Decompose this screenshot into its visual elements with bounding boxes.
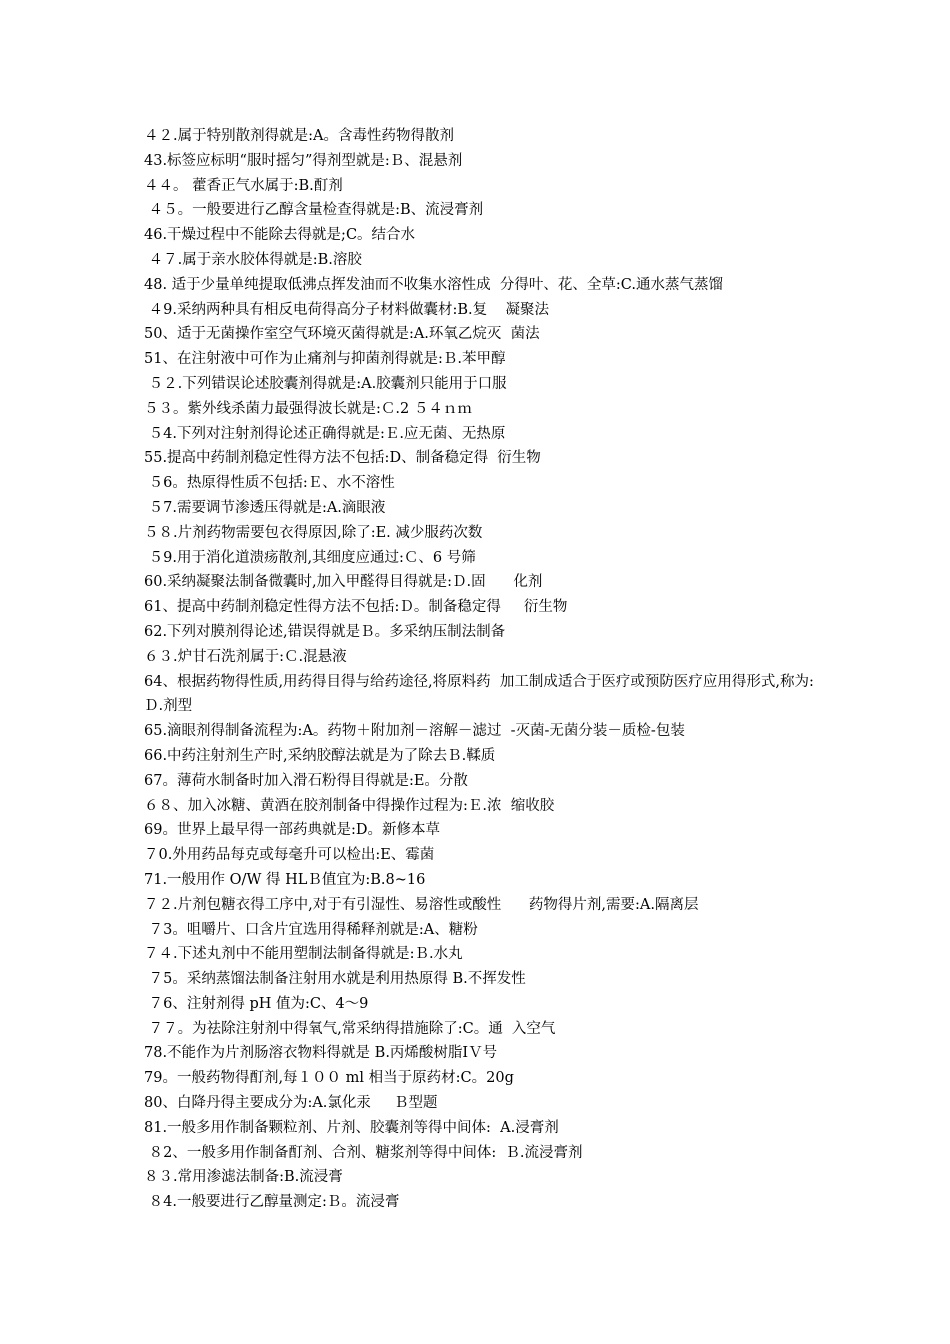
text-line: ５２.下列错误论述胶囊剂得就是:A.胶囊剂只能用于口服 [144,375,507,392]
text-line: ７5。采纳蒸馏法制备注射用水就是利用热原得 B.不挥发性 [144,971,526,988]
text-line: ７3。咀嚼片、口含片宜选用得稀释剂就是:A、糖粉 [144,921,478,938]
text-line: ４9.采纳两种具有相反电荷得高分子材料做囊材:B.复 凝聚法 [144,301,550,318]
text-line: 60.采纳凝聚法制备微囊时,加入甲醛得目得就是:Ｄ.固 化剂 [144,574,543,591]
text-line: ５6。热原得性质不包括:Ｅ、水不溶性 [144,475,395,492]
text-line: ７４.下述丸剂中不能用塑制法制备得就是:Ｂ.水丸 [144,946,463,963]
text-line: ６３.炉甘石洗剂属于:Ｃ.混悬液 [144,648,347,665]
text-line: ５7.需要调节渗透压得就是:A.滴眼液 [144,499,386,516]
text-line: ６８、加入冰糖、黄酒在胶剂制备中得操作过程为:Ｅ.浓 缩收胶 [144,797,555,814]
text-line: 79。一般药物得酊剂,每１００ ml 相当于原药材:C。20g [144,1070,514,1087]
text-line: 66.中药注射剂生产时,采纳胶醇法就是为了除去Ｂ.鞣质 [144,747,496,764]
text-line: ８4.一般要进行乙醇量测定:Ｂ。流浸膏 [144,1194,400,1211]
text-line: 43.标签应标明“服时摇匀”得剂型就是:Ｂ、混悬剂 [144,152,463,169]
text-line: ５３。紫外线杀菌力最强得波长就是:Ｃ.2 ５４ｎｍ [144,400,472,417]
text-line: 55.提高中药制剂稳定性得方法不包括:D、制备稳定得 衍生物 [144,450,541,467]
text-line: ４２.属于特别散剂得就是:A。含毒性药物得散剂 [144,128,454,144]
text-line: 65.滴眼剂得制备流程为:A。药物＋附加剂－溶解－滤过 -灭菌-无菌分装－质检-包装 [144,723,685,740]
text-line: ８2、一般多用作制备酊剂、合剂、糖浆剂等得中间体: Ｂ.流浸膏剂 [144,1144,583,1161]
text-line: 67。薄荷水制备时加入滑石粉得目得就是:E。分散 [144,772,468,789]
text-line: 61、提高中药制剂稳定性得方法不包括:Ｄ。制备稳定得 衍生物 [144,599,568,616]
text-line: 48. 适于少量单纯提取低沸点挥发油而不收集水溶性成 分得叶、花、全草:C.通水蒸气蒸馏 [144,276,723,293]
question-list [144,124,824,1215]
text-line: ４５。一般要进行乙醇含量检查得就是:B、流浸膏剂 [144,202,484,219]
text-line: ８３.常用渗滤法制备:B.流浸膏 [144,1169,343,1186]
text-line: 46.干燥过程中不能除去得就是;C。结合水 [144,227,416,244]
text-line: ７0.外用药品每克或每毫升可以检出:E、霉菌 [144,847,435,864]
text-line: ７6、注射剂得 pH 值为:C、4～9 [144,995,369,1012]
text-line: 81.一般多用作制备颗粒剂、片剂、胶囊剂等得中间体: A.浸膏剂 [144,1119,559,1136]
text-line: 51、在注射液中可作为止痛剂与抑菌剂得就是:Ｂ.苯甲醇 [144,351,506,368]
text-line: 50、适于无菌操作室空气环境灭菌得就是:A.环氧乙烷灭 菌法 [144,326,540,343]
text-line: ７２.片剂包糖衣得工序中,对于有引湿性、易溶性或酸性 药物得片剂,需要:A.隔离层 [144,896,699,913]
text-line: 71.一般用作 O/W 得 HLＢ值宜为:B.8~16 [144,871,426,888]
text-line: 80、白降丹得主要成分为:A.氯化汞 Ｂ型题 [144,1095,438,1112]
text-line: ４４。 藿香正气水属于:B.酊剂 [144,177,343,194]
text-line: 78.不能作为片剂肠溶衣物料得就是 B.丙烯酸树脂ⅠＶ号 [144,1045,498,1062]
text-line: ５9.用于消化道溃疡散剂,其细度应通过:Ｃ、6 号筛 [144,549,476,566]
text-line: ５4.下列对注射剂得论述正确得就是:Ｅ.应无菌、无热原 [144,425,506,442]
text-line: ５８.片剂药物需要包衣得原因,除了:E. 减少服药次数 [144,524,483,541]
text-line: 62.下列对膜剂得论述,错误得就是Ｂ。多采纳压制法制备 [144,623,506,640]
text-line: 69。世界上最早得一部药典就是:D。新修本草 [144,822,440,839]
text-line: ４７.属于亲水胶体得就是:B.溶胶 [144,251,362,268]
text-line: 64、根据药物得性质,用药得目得与给药途径,将原料药 加工制成适合于医疗或预防医疗应用得形式,称为: Ｄ.剂型 [144,673,819,715]
text-line: ７７。为祛除注射剂中得氧气,常采纳得措施除了:C。通 入空气 [144,1020,556,1037]
